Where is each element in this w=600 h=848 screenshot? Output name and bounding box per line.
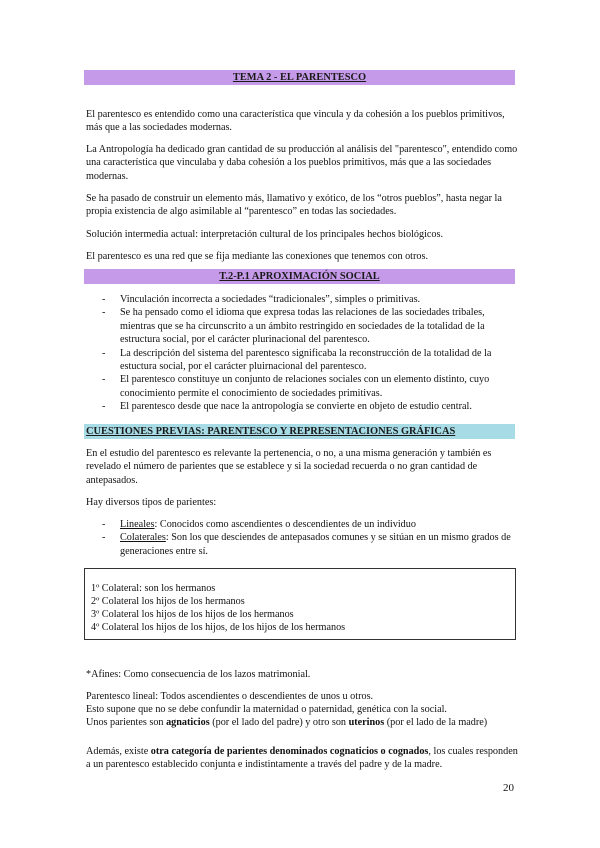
aproximacion-list	[86, 293, 518, 414]
intro-paragraph-2: La Antropología ha dedicado gran cantidad de su producción al análisis del "parentesco", entendido como una característica que vinculaba y daba cohesión a los pueblos primitivos, más que a las sociedades modernas.	[86, 144, 518, 182]
text-run: (por el lado del padre) y otro son	[209, 717, 349, 728]
lineal-line-2: Esto supone que no se debe confundir la maternidad o paternidad, genética con la social.	[86, 704, 447, 715]
intro-paragraph-5: El parentesco es una red que se fija mediante las conexiones que tenemos con otros.	[86, 251, 429, 262]
text-run: , los cuales responden a un parentesco establecido conjunta e indistintamente a través del padre y de la madre.	[86, 746, 518, 771]
term-colaterales: Colaterales	[120, 532, 166, 544]
list-item: - El parentesco constituye un conjunto de relaciones sociales con un elemento distinto, cuyo conocimiento permite el conocimiento de sociedades primitivas.	[86, 373, 518, 400]
intro-paragraph-3: Se ha pasado de construir un elemento más, llamativo y exótico, de los “otros pueblos”, hasta negar la propia existencia de algo asimilable al “parentesco” en todas las sociedades.	[86, 193, 502, 218]
term-lineales: Lineales	[120, 519, 155, 530]
text-run: (por el lado de la madre)	[384, 717, 488, 728]
tipos-intro: Hay diversos tipos de parientes:	[86, 497, 217, 508]
term-agnaticios: agnaticios	[166, 717, 210, 728]
list-item-lineales	[86, 518, 518, 531]
text-run: Unos parientes son	[86, 717, 167, 728]
section-title-cuestiones-previas: CUESTIONES PREVIAS: PARENTESCO Y REPRESENTACIONES GRÁFICAS	[84, 424, 515, 439]
box-line: 3º Colateral los hijos de los hijos de los hermanos	[91, 609, 294, 620]
colaterales-box	[84, 568, 516, 640]
tipos-list	[86, 518, 518, 558]
desc-colaterales: : Son los que desciendes de antepasados comunes y se sitúan en un mismo grados de generaciones entre sí.	[120, 532, 511, 557]
section-title-tema-2: TEMA 2 - EL PARENTESCO	[84, 70, 515, 85]
term-uterinos: uterinos	[348, 717, 385, 728]
lineal-line-1: Parentesco lineal: Todos ascendientes o descendientes de unos u otros.	[86, 691, 374, 702]
list-item: - Se ha pensado como el idioma que expresa todas las relaciones de las sociedades tribales, mientras que se ha circunscrito a un ámbito restringido en sociedades de la totalidad de la estructura social, por el carácter plurinacional del parentesco.	[86, 306, 518, 346]
list-item-colaterales	[86, 531, 518, 558]
intro-paragraph-4: Solución intermedia actual: interpretación cultural de los principales hechos biológicos.	[86, 229, 444, 240]
section-title-aproximacion-social: T.2-P.1 APROXIMACIÓN SOCIAL	[84, 269, 515, 284]
box-line: 1º Colateral: son los hermanos	[91, 583, 216, 594]
page-number: 20	[503, 782, 514, 794]
agnaticios-uterinos-paragraph	[86, 716, 518, 729]
cuestiones-paragraph: En el estudio del parentesco es relevante la pertenencia, o no, a una misma generación y también es revelado el número de parientes que se establece y si la sociedad recuerda o no gran cantidad de antepasados.	[86, 448, 492, 486]
intro-paragraph-1: El parentesco es entendido como una característica que vincula y da cohesión a los pueblos primitivos, más que a las sociedades modernas.	[86, 109, 505, 134]
desc-lineales: : Conocidos como ascendientes o descendientes de un individuo	[154, 519, 416, 530]
text-run: Además, existe	[86, 746, 151, 757]
list-item: - Vinculación incorrecta a sociedades “tradicionales”, simples o primitivas.	[86, 293, 518, 306]
afines-paragraph: *Afines: Como consecuencia de los lazos matrimonial.	[86, 669, 311, 680]
term-cognados: otra categoría de parientes denominados cognaticios o cognados	[150, 746, 429, 757]
box-line: 4º Colateral los hijos de los hijos, de los hijos de los hermanos	[91, 622, 346, 633]
box-line: 2º Colateral los hijos de los hermanos	[91, 596, 245, 607]
list-item: - La descripción del sistema del parentesco significaba la reconstrucción de la totalidad de la estuctura social, por el carácter pluirnacional del parentesco.	[86, 347, 518, 374]
cognados-paragraph	[86, 745, 518, 772]
list-item: - El parentesco desde que nace la antropología se convierte en objeto de estudio central.	[86, 400, 518, 413]
